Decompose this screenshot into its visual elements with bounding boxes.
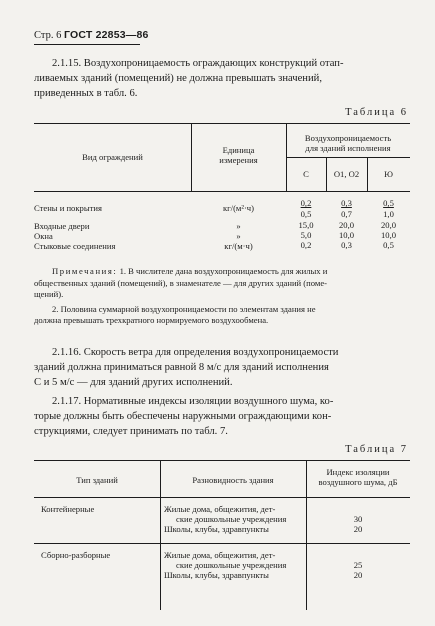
building-type: Сборно-разборные <box>41 550 111 560</box>
paragraph-line: струкциями, следует принимать по табл. 7. <box>34 426 228 437</box>
col-header-unit <box>191 145 286 165</box>
paragraph-line: торые должны быть обеспечены наружными ограждающими кон- <box>34 411 332 422</box>
col-header-group <box>286 133 410 153</box>
table-6-notes <box>34 266 410 327</box>
paragraph-2-1-16 <box>34 345 409 390</box>
value: 20,0 <box>338 220 355 230</box>
row-name: Стены и покрытия <box>34 203 102 213</box>
paragraph-line: приведенных в табл. 6. <box>34 88 138 99</box>
table-rule <box>34 497 410 498</box>
note-line: 1. В числителе дана воздухопроницаемость для жилых и <box>119 266 328 276</box>
building-kind-line: Жилые дома, общежития, дет- <box>164 504 276 514</box>
note-line: общественных зданий (помещений), в знаменателе — для других зданий (поме- <box>34 277 328 288</box>
building-kind-line: Школы, клубы, здравпункты <box>164 570 269 580</box>
col-header-group-line: для зданий исполнения <box>305 143 391 153</box>
paragraph-line: ливаемых зданий (помещений) не должна превышать значений, <box>34 73 322 84</box>
table-rule <box>34 123 410 124</box>
building-kind <box>164 550 286 580</box>
value: 0,5 <box>383 240 394 250</box>
col-header-c: С <box>303 169 309 179</box>
paragraph-line: С и 5 м/с — для зданий других исполнений. <box>34 377 233 388</box>
row-unit: кг/(м²·ч) <box>222 203 254 213</box>
value-denominator: 0,7 <box>341 209 352 219</box>
value: 0,2 <box>300 240 312 250</box>
note-line: должна превышать трехкратного нормируемого воздухообмена. <box>34 315 269 325</box>
value-denominator: 0,5 <box>300 209 312 219</box>
col-header-index-line: воздушного шума, дБ <box>318 477 398 487</box>
value: 0,3 <box>341 240 352 250</box>
col-header-unit-line: Единица <box>222 145 255 155</box>
row-unit: кг/(м·ч) <box>224 241 253 251</box>
building-kind-line: Жилые дома, общежития, дет- <box>164 550 276 560</box>
row-name: Стыковые соединения <box>34 241 116 251</box>
noise-index-value: 30 <box>353 514 363 524</box>
building-type: Контейнерные <box>41 504 95 514</box>
value: 5,0 <box>300 230 312 240</box>
value-numerator: 0,5 <box>383 198 394 208</box>
paragraph-line: 2.1.15. Воздухопроницаемость ограждающих конструкций отап- <box>52 58 344 69</box>
note-1 <box>34 266 410 278</box>
paragraph-line: 2.1.17. Нормативные индексы изоляции воздушного шума, ко- <box>52 396 334 407</box>
value-numerator: 0,3 <box>341 198 352 208</box>
col-header-group-line: Воздухопроницаемость <box>304 133 392 143</box>
col-header-y: Ю <box>384 169 393 179</box>
col-header-o: О1, О2 <box>333 169 360 179</box>
col-header-type: Вид ограждений <box>82 152 143 162</box>
col-header-type: Тип зданий <box>76 475 118 485</box>
col-header-unit-line: измерения <box>219 155 258 165</box>
paragraph-2-1-17 <box>34 394 409 439</box>
notes-label: Примечания: <box>52 266 118 276</box>
note-line: 2. Половина суммарной воздухопроницаемости по элементам здания не <box>52 303 316 314</box>
row-unit: » <box>236 221 241 231</box>
page-header <box>34 29 149 41</box>
paragraph-line: зданий должна приниматься равной 8 м/с для зданий исполнения <box>34 362 329 373</box>
gost-code: ГОСТ 22853—86 <box>63 29 149 41</box>
col-header-kind: Разновидность здания <box>192 475 274 485</box>
building-kind <box>164 504 286 534</box>
header-rule <box>34 44 140 45</box>
building-kind-line: ские дошкольные учреждения <box>176 514 287 524</box>
noise-index-value: 20 <box>353 570 363 580</box>
table-rule <box>286 157 410 158</box>
row-name: Окна <box>34 231 53 241</box>
building-kind-line: ские дошкольные учреждения <box>176 560 287 570</box>
value-denominator: 1,0 <box>383 209 394 219</box>
paragraph-line: 2.1.16. Скорость ветра для определения воздухопроницаемости <box>52 347 339 358</box>
table-rule <box>34 191 410 192</box>
value: 15,0 <box>298 220 314 230</box>
page-number: Стр. 6 <box>34 30 62 41</box>
paragraph-2-1-15 <box>34 56 409 101</box>
row-name: Входные двери <box>34 221 90 231</box>
table-6-caption: Таблица 6 <box>345 107 408 118</box>
table-7-caption: Таблица 7 <box>345 444 408 455</box>
row-unit: » <box>236 231 241 241</box>
noise-index-value: 20 <box>353 524 363 534</box>
table-rule <box>34 543 410 544</box>
value: 10,0 <box>338 230 355 240</box>
value: 20,0 <box>380 220 397 230</box>
note-line: щений). <box>34 289 64 299</box>
col-header-index-line: Индекс изоляции <box>326 467 390 477</box>
table-rule <box>34 460 410 461</box>
col-header-index <box>306 467 410 487</box>
noise-index-value: 25 <box>353 560 363 570</box>
building-kind-line: Школы, клубы, здравпункты <box>164 524 269 534</box>
value-numerator: 0,2 <box>300 198 312 208</box>
value: 10,0 <box>380 230 397 240</box>
